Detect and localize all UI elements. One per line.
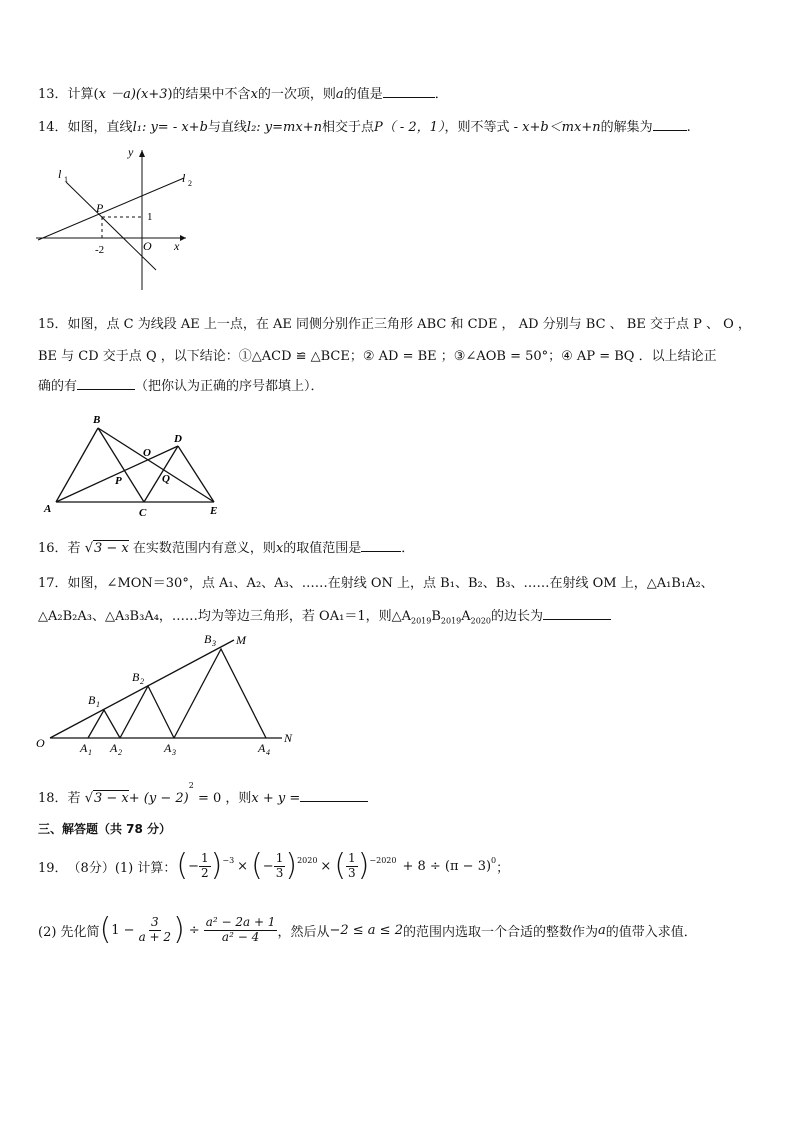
sub-b1: 1	[96, 700, 100, 709]
figure-15-triangles	[40, 410, 230, 520]
triangle-1	[88, 710, 120, 738]
sub-a4: 4	[266, 748, 270, 757]
fraction-half: $\frac{1}{2}$	[201, 850, 209, 880]
label-b: B	[93, 414, 101, 426]
label-a2: A	[110, 741, 118, 755]
segment-be	[98, 428, 214, 502]
answer-blank-16[interactable]	[361, 539, 401, 552]
answer-blank-13[interactable]	[383, 85, 435, 98]
question-13: 13．计算(x －a)(x+3)的结果中不含x的一次项，则a的值是 ．	[38, 87, 448, 102]
label-e: E	[210, 505, 218, 517]
line-l2	[38, 178, 184, 240]
answer-blank-14[interactable]	[653, 118, 687, 131]
label-m: M	[236, 633, 246, 647]
ray-om	[50, 640, 234, 738]
sqrt-sign: √	[84, 791, 93, 806]
question-17-line2: △A₂B₂A₃、△A₃B₃A₄，……均为等边三角形，若 OA₁＝1，则$\triangle A_{2019}B_{2019}A_{2020}$的边长为	[38, 605, 611, 626]
x-label: x	[174, 239, 180, 253]
label-o: O	[143, 447, 151, 459]
figure-17-triangles	[34, 628, 304, 758]
label-p: P	[115, 475, 122, 487]
point-p-label: P	[96, 201, 104, 215]
triangle-2	[120, 686, 174, 738]
question-18: 18．若 $√3 - x+ (y - 2)^2 = 0$ ，则x + y =	[38, 787, 368, 806]
sub-b3: 3	[212, 639, 216, 648]
section-3-title: 三、解答题（共 78 分）	[38, 822, 172, 836]
label-a1: A	[80, 741, 88, 755]
fraction-polynomial: $\frac{\text{a² − 2a + 1}}{\text{a² − 4}}$	[205, 914, 276, 944]
question-15-line3: 确的有 （把你认为正确的序号都填上）．	[38, 379, 324, 394]
question-16: 16．若 √3 − x 在实数范围内有意义，则x的取值范围是 ．	[38, 541, 415, 556]
figure-14-lines	[36, 140, 196, 290]
segment-ab	[56, 428, 98, 502]
sub-b2: 2	[140, 677, 144, 686]
triangle-3	[174, 649, 266, 738]
tick-1: 1	[147, 211, 153, 223]
label-b2: B	[132, 670, 140, 684]
answer-blank-17[interactable]	[543, 607, 611, 620]
label-c: C	[139, 507, 147, 519]
answer-blank-18[interactable]	[300, 789, 368, 802]
l1-label: l	[58, 167, 62, 181]
label-b3: B	[204, 632, 212, 646]
question-19-part1: 19． （8分） (1) 计算： ( − $\frac{1}{2}$ ) −3 × ( − $\frac{1}{3}$ ) 2020 × ( $\frac{1}{3}$ ) −2020 + 8 ÷ (π − 3) 0 ；	[38, 848, 510, 883]
label-q: Q	[162, 473, 170, 485]
x-axis-arrow	[180, 235, 186, 241]
y-axis-arrow	[139, 150, 145, 157]
question-19-part2: (2) 先化简 ( 1 − $\frac{3}{a + 2}$ ) ÷ $\frac{\text{a² − 2a + 1}}{\text{a² − 4}}$ ，然后从 −2 ≤ a ≤ 2 的范围内选取一个合适的整数作为 a 的值带入求值．	[38, 912, 697, 947]
l2-sub: 2	[188, 179, 192, 188]
segment-ad	[56, 446, 178, 502]
question-15-line1: 15．如图，点 C 为线段 AE 上一点，在 AE 同侧分别作正三角形 ABC 和 CDE ， AD 分别与 BC 、 BE 交于点 P 、 O ，	[38, 317, 751, 332]
label-d: D	[174, 433, 182, 445]
label-o: O	[36, 736, 45, 750]
origin-label: O	[143, 239, 152, 253]
question-14: 14．如图，直线l₁: y= - x+b与直线l₂: y=mx+n相交于点P（ - 2，1），则不等式 - x+b＜mx+n的解集为 .	[38, 120, 691, 135]
label-b1: B	[88, 693, 96, 707]
y-label: y	[128, 145, 134, 159]
segment-de	[178, 446, 214, 502]
fraction-3-over-a-plus-2: $\frac{3}{a + 2}$	[138, 914, 172, 944]
label-a4: A	[258, 741, 266, 755]
answer-blank-15[interactable]	[77, 377, 135, 390]
sub-a2: 2	[118, 748, 122, 757]
sub-a1: 1	[88, 748, 92, 757]
fraction-third-2: $\frac{1}{3}$	[348, 850, 356, 880]
label-a3: A	[164, 741, 172, 755]
l1-sub: 1	[64, 175, 68, 184]
label-a: A	[44, 503, 52, 515]
fraction-third: $\frac{1}{3}$	[275, 850, 284, 880]
label-n: N	[284, 731, 293, 745]
tick-neg2: -2	[95, 244, 105, 256]
sub-a3: 3	[172, 748, 176, 757]
question-17-line1: 17．如图，∠MON＝30°，点 A₁、A₂、A₃、……在射线 ON 上，点 B₁、B₂、B₃、……在射线 OM 上，△A₁B₁A₂、	[38, 576, 714, 591]
sqrt-sign: √	[84, 541, 93, 556]
question-15-line2: BE 与 CD 交于点 Q ，以下结论：①△ACD ≌ △BCE；② AD = BE ；③∠AOB = 50°；④ AP = BQ ．以上结论正	[38, 349, 717, 364]
l2-label: l	[182, 171, 186, 185]
